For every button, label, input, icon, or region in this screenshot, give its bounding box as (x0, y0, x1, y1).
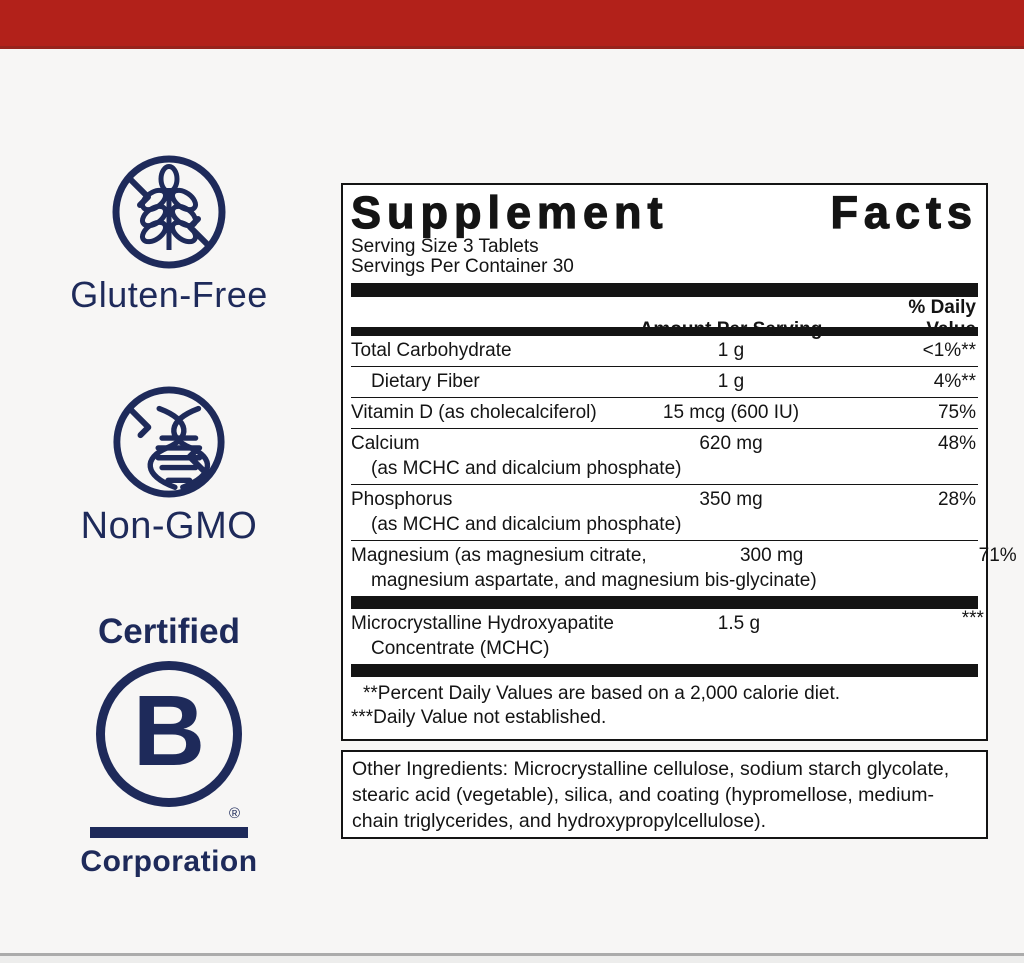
corporation-label: Corporation (80, 845, 258, 878)
title-word-1: Supplement (351, 187, 669, 238)
nutrient-name: Magnesium (as magnesium citrate, (351, 545, 647, 566)
gluten-free-label: Gluten-Free (70, 274, 268, 315)
nutrient-amount: 300 mg (739, 545, 804, 566)
supplement-facts-panel (341, 183, 1017, 741)
nutrient-amount: 1.5 g (717, 613, 761, 634)
nutrient-row (351, 397, 978, 428)
daily-value-header: % Daily Value (908, 297, 976, 340)
bottom-divider (0, 953, 1024, 963)
nutrient-amount: 350 mg (699, 489, 763, 510)
other-ingredients-box (341, 750, 988, 839)
registered-mark: ® (229, 805, 241, 822)
nutrient-name: Dietary Fiber (371, 371, 480, 392)
nutrient-row (351, 484, 978, 540)
nutrient-amount: 15 mcg (600 IU) (662, 402, 800, 423)
b-corp-badge (29, 613, 309, 878)
supplement-facts-title (351, 189, 978, 237)
serving-size: Serving Size 3 Tablets (351, 236, 539, 257)
non-gmo-label: Non-GMO (80, 505, 258, 547)
b-corp-circle-logo (96, 661, 242, 807)
nutrient-name: Microcrystalline Hydroxyapatite (351, 613, 614, 634)
nutrient-name: Vitamin D (as cholecalciferol) (351, 402, 597, 423)
nutrient-row (351, 540, 1017, 596)
nutrient-amount: 1 g (717, 371, 745, 392)
nutrient-row (351, 428, 978, 484)
nutrient-name: Total Carbohydrate (351, 340, 512, 361)
wheat-crossed-icon (109, 152, 229, 272)
servings-per-container: Servings Per Container 30 (351, 256, 574, 277)
footnote: **Percent Daily Values are based on a 2,000 calorie diet. (363, 683, 841, 704)
facts-rows (351, 336, 1017, 677)
nutrient-daily-value: 71% (978, 545, 1017, 566)
nutrient-daily-value: 48% (937, 433, 976, 454)
title-word-2: Facts (830, 187, 978, 238)
nutrient-daily-value: <1%** (922, 340, 976, 361)
certified-label: Certified (98, 612, 240, 651)
nutrient-name-continuation: Concentrate (MCHC) (371, 638, 550, 659)
nutrient-amount: 1 g (717, 340, 745, 361)
nutrient-daily-value: 75% (937, 402, 976, 423)
nutrient-name-continuation: (as MCHC and dicalcium phosphate) (371, 514, 682, 535)
nutrient-name: Phosphorus (351, 489, 453, 510)
nutrient-daily-value: *** (961, 608, 984, 629)
nutrient-row (351, 336, 978, 366)
divider-bar-top (351, 283, 978, 297)
dna-crossed-icon (110, 383, 228, 501)
non-gmo-badge (29, 383, 309, 545)
nutrient-daily-value: 4%** (933, 371, 976, 392)
top-red-bar (0, 0, 1024, 49)
divider-bar (351, 664, 978, 677)
nutrient-row (351, 366, 978, 397)
footnote: ***Daily Value not established. (351, 707, 607, 728)
column-header-row (351, 297, 978, 340)
other-ingredients-text: Other Ingredients: Microcrystalline cellulose, sodium starch glycolate, stearic acid (vegetable), silica, and coating (hypromellose, medium-chain triglycerides, and hydroxypropylcellulose). (352, 758, 950, 832)
nutrient-name-continuation: (as MCHC and dicalcium phosphate) (371, 458, 682, 479)
footnotes (351, 677, 978, 730)
b-letter: B (132, 675, 206, 787)
nutrient-daily-value: 28% (937, 489, 976, 510)
amount-header: Amount Per Serving (639, 319, 823, 340)
nutrient-row (351, 608, 984, 664)
nutrient-name-continuation: magnesium aspartate, and magnesium bis-glycinate) (371, 570, 817, 591)
gluten-free-badge (29, 152, 309, 314)
nutrient-name: Calcium (351, 433, 420, 454)
nutrient-amount: 620 mg (699, 433, 763, 454)
b-corp-underline-bar (90, 827, 248, 838)
